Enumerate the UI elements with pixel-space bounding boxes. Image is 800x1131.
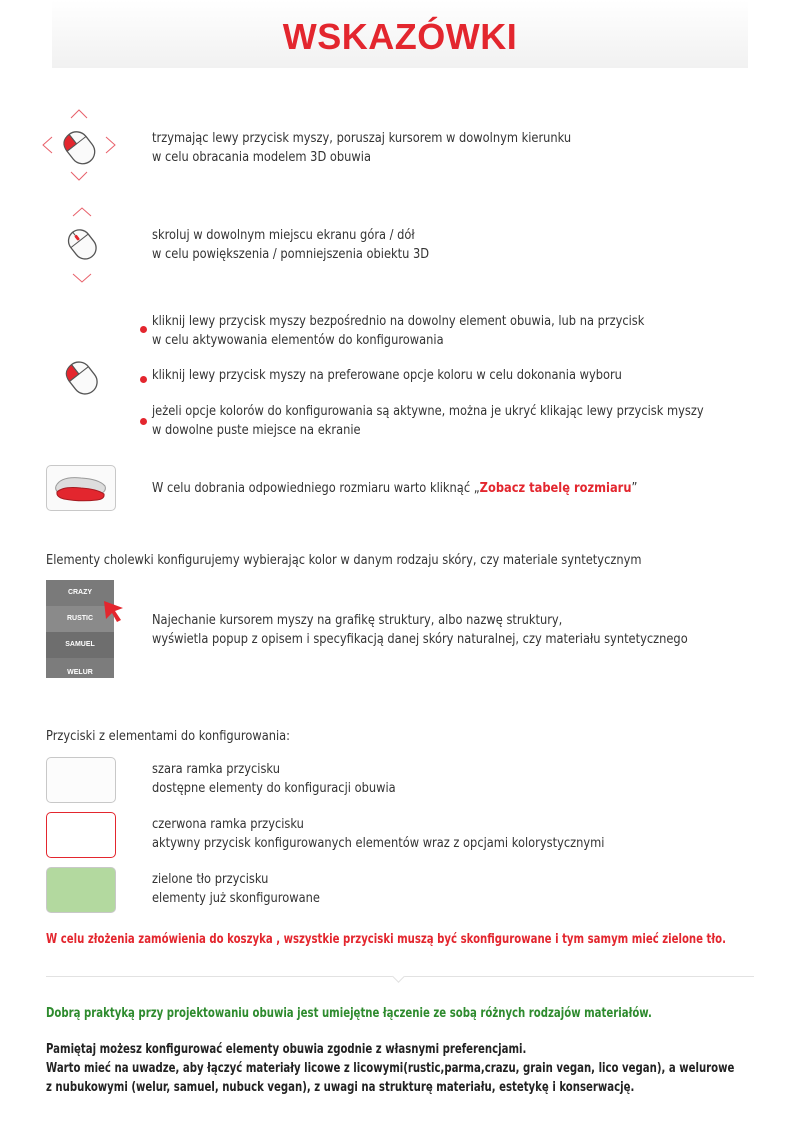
tip-click-2-text: kliknij lewy przycisk myszy na preferowane opcje koloru w celu dokonania wyboru	[152, 368, 622, 383]
button-green-desc: zielone tło przycisku elementy już skonfigurowane	[152, 872, 320, 906]
swatch-welur[interactable]: WELUR	[46, 658, 114, 678]
page-title: WSKAZÓWKI	[282, 16, 518, 57]
cursor-arrow-icon	[101, 598, 127, 624]
tip-click-3-text: jeżeli opcje kolorów do konfigurowania są aktywne, można je ukryć klikając lewy przycisk myszy w dowolne puste miejsce na ekranie	[152, 404, 704, 438]
insole-icon	[47, 466, 115, 510]
mouse-rotate-icon	[38, 104, 120, 186]
buttons-heading: Przyciski z elementami do konfigurowania:	[46, 729, 291, 744]
mouse-scroll-icon	[52, 202, 112, 288]
good-practice-text: Dobrą praktyką przy projektowaniu obuwia jest umiejętne łączenie ze sobą różnych rodzajów materiałów.	[46, 1006, 652, 1021]
tip-zoom-text: skroluj w dowolnym miejscu ekranu góra / dół w celu powiększenia / pomniejszenia obiektu 3D	[152, 228, 430, 262]
tip-click-1-text: kliknij lewy przycisk myszy bezpośrednio na dowolny element obuwia, lub na przycisk w celu aktywowania elementów do konfigurowania	[152, 314, 645, 348]
materials-hover-text: Najechanie kursorem myszy na grafikę struktury, albo nazwę struktury, wyświetla popup z opisem i specyfikacją danej skóry naturalnej, czy materiału syntetycznego	[152, 613, 688, 647]
bullet-dot	[140, 376, 147, 383]
size-table-button[interactable]	[46, 465, 116, 511]
button-green-example[interactable]	[46, 867, 116, 913]
button-red-desc: czerwona ramka przycisku aktywny przycisk konfigurowanych elementów wraz z opcjami kolorystycznymi	[152, 817, 605, 851]
header-banner	[52, 0, 748, 68]
materials-intro: Elementy cholewki konfigurujemy wybierając kolor w danym rodzaju skóry, czy materiale syntetycznym	[46, 553, 642, 568]
mouse-click-icon	[52, 348, 112, 408]
material-swatch-panel[interactable]	[46, 580, 114, 678]
tip-size-text: W celu dobrania odpowiedniego rozmiaru warto kliknąć „Zobacz tabelę rozmiaru”	[152, 481, 638, 496]
bullet-dot	[140, 326, 147, 333]
button-red-example[interactable]	[46, 812, 116, 858]
swatch-crazy[interactable]: CRAZY	[46, 580, 114, 606]
size-table-link[interactable]: Zobacz tabelę rozmiaru	[479, 481, 632, 496]
button-gray-example[interactable]	[46, 757, 116, 803]
order-warning: W celu złożenia zamówienia do koszyka , wszystkie przyciski muszą być skonfigurowane i tym samym mieć zielone tło.	[46, 932, 726, 947]
swatch-rustic[interactable]: RUSTIC	[46, 606, 114, 632]
divider-notch	[392, 970, 405, 983]
button-gray-desc: szara ramka przycisku dostępne elementy do konfiguracji obuwia	[152, 762, 396, 796]
bullet-dot	[140, 418, 147, 425]
tip-rotate-text: trzymając lewy przycisk myszy, poruszaj kursorem w dowolnym kierunku w celu obracania modelem 3D obuwia	[152, 131, 572, 165]
swatch-samuel[interactable]: SAMUEL	[46, 632, 114, 658]
footer-note: Pamiętaj możesz konfigurować elementy obuwia zgodnie z własnymi preferencjami. Warto mieć na uwadze, aby łączyć materiały licowe z licowymi(rustic,parma,crazu, grain vegan, lico vegan), a welurowe z nubukowymi (welur, samuel, nubuck vegan), z uwagi na strukturę materiału, estetykę i konserwację.	[46, 1042, 735, 1095]
